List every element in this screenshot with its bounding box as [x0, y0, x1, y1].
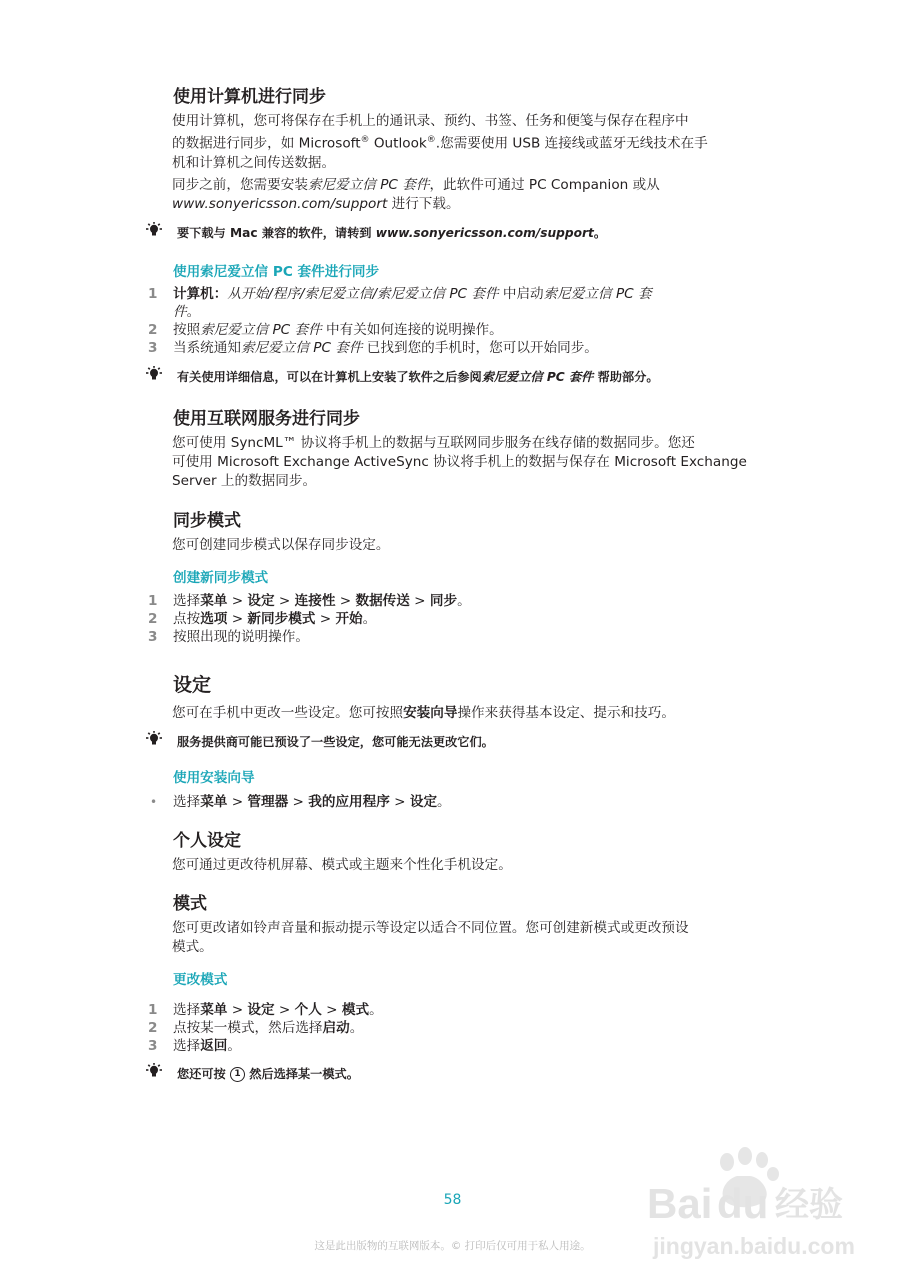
paragraph-internet-sync: 您可使用 SyncML™ 协议将手机上的数据与互联网同步服务在线存储的数据同步。您还 可使用 Microsoft Exchange ActiveSync 协议将手机上的数据与保存在 Microsoft Exchange Server 上的数据同步。	[172, 435, 747, 489]
tip-key-select-mode: 您还可按 1 然后选择某一模式。	[177, 1067, 359, 1081]
step-text: 选择菜单 > 设定 > 连接性 > 数据传送 > 同步。	[173, 593, 471, 609]
tip-pc-suite-help: 有关使用详细信息，可以在计算机上安装了软件之后参阅索尼爱立信 PC 套件 帮助部分。	[177, 370, 659, 384]
baidu-jingyan-watermark	[645, 1146, 870, 1271]
watermark-brand-du: du	[717, 1180, 769, 1227]
step-number: 2	[148, 611, 158, 627]
step-text: 点按选项 > 新同步模式 > 开始。	[173, 611, 377, 627]
tip-bulb-icon	[144, 366, 164, 384]
watermark-jingyan: 经验	[775, 1185, 843, 1225]
section-title-internet-sync: 使用互联网服务进行同步	[173, 409, 360, 429]
tip-bulb-icon	[144, 731, 164, 749]
paragraph-modes: 您可更改诸如铃声音量和振动提示等设定以适合不同位置。您可创建新模式或更改预设 模式。	[172, 920, 689, 955]
step-text: 计算机：从开始/程序/索尼爱立信/索尼爱立信 PC 套件 中启动索尼爱立信 PC 套 件。	[173, 286, 652, 320]
paragraph-pc-sync-intro: 使用计算机，您可将保存在手机上的通讯录、预约、书签、任务和便笺与保存在程序中 的数据进行同步，如 Microsoft® Outlook®.您需要使用 USB 连接线或蓝牙无线技术在手 机和计算机之间传送数据。	[172, 113, 708, 171]
section-title-pc-sync: 使用计算机进行同步	[173, 87, 326, 107]
step-text: 当系统通知索尼爱立信 PC 套件 已找到您的手机时，您可以开始同步。	[173, 340, 598, 356]
paragraph-personal-settings: 您可通过更改待机屏幕、模式或主题来个性化手机设定。	[172, 857, 512, 873]
bullet: •	[150, 795, 158, 809]
key-1-icon: 1	[230, 1067, 245, 1082]
step-number: 3	[148, 1038, 158, 1054]
section-title-sync-mode: 同步模式	[173, 511, 241, 531]
step-number: 1	[148, 593, 158, 609]
step-number: 1	[148, 1002, 158, 1018]
step-text: 选择返回。	[173, 1038, 241, 1054]
subheading-setup-wizard: 使用安装向导	[173, 770, 255, 786]
watermark-url: jingyan.baidu.com	[653, 1233, 855, 1259]
paragraph-pc-suite-install: 同步之前，您需要安装索尼爱立信 PC 套件，此软件可通过 PC Companion 或从 www.sonyericsson.com/support 进行下载。	[172, 177, 660, 212]
section-title-settings: 设定	[173, 674, 212, 696]
step-text: 按照索尼爱立信 PC 套件 中有关如何连接的说明操作。	[173, 322, 503, 338]
watermark-brand: Bai	[647, 1180, 713, 1227]
section-title-personal-settings: 个人设定	[173, 831, 241, 851]
step-number: 3	[148, 340, 158, 356]
step-number: 3	[148, 629, 158, 645]
step-number: 2	[148, 322, 158, 338]
subheading-create-sync-mode: 创建新同步模式	[173, 570, 269, 586]
tip-bulb-icon	[144, 222, 164, 240]
subheading-change-mode: 更改模式	[173, 972, 228, 988]
step-text: 选择菜单 > 管理器 > 我的应用程序 > 设定。	[173, 794, 451, 810]
section-title-modes: 模式	[173, 894, 207, 914]
step-text: 点按某一模式，然后选择启动。	[173, 1020, 364, 1036]
tip-provider-preset: 服务提供商可能已预设了一些设定，您可能无法更改它们。	[177, 735, 494, 749]
step-text: 按照出现的说明操作。	[173, 629, 309, 645]
paragraph-sync-mode: 您可创建同步模式以保存同步设定。	[172, 537, 390, 553]
tip-mac-download: 要下载与 Mac 兼容的软件，请转到 www.sonyericsson.com/support。	[177, 226, 607, 240]
step-text: 选择菜单 > 设定 > 个人 > 模式。	[173, 1002, 383, 1018]
page-number: 58	[443, 1192, 462, 1208]
step-number: 2	[148, 1020, 158, 1036]
step-number: 1	[148, 286, 158, 302]
subheading-pc-suite-sync: 使用索尼爱立信 PC 套件进行同步	[173, 264, 380, 280]
footer-copyright: 这是此出版物的互联网版本。© 打印后仅可用于私人用途。	[314, 1240, 591, 1252]
paragraph-settings: 您可在手机中更改一些设定。您可按照安装向导操作来获得基本设定、提示和技巧。	[172, 705, 675, 721]
tip-bulb-icon	[144, 1063, 164, 1081]
